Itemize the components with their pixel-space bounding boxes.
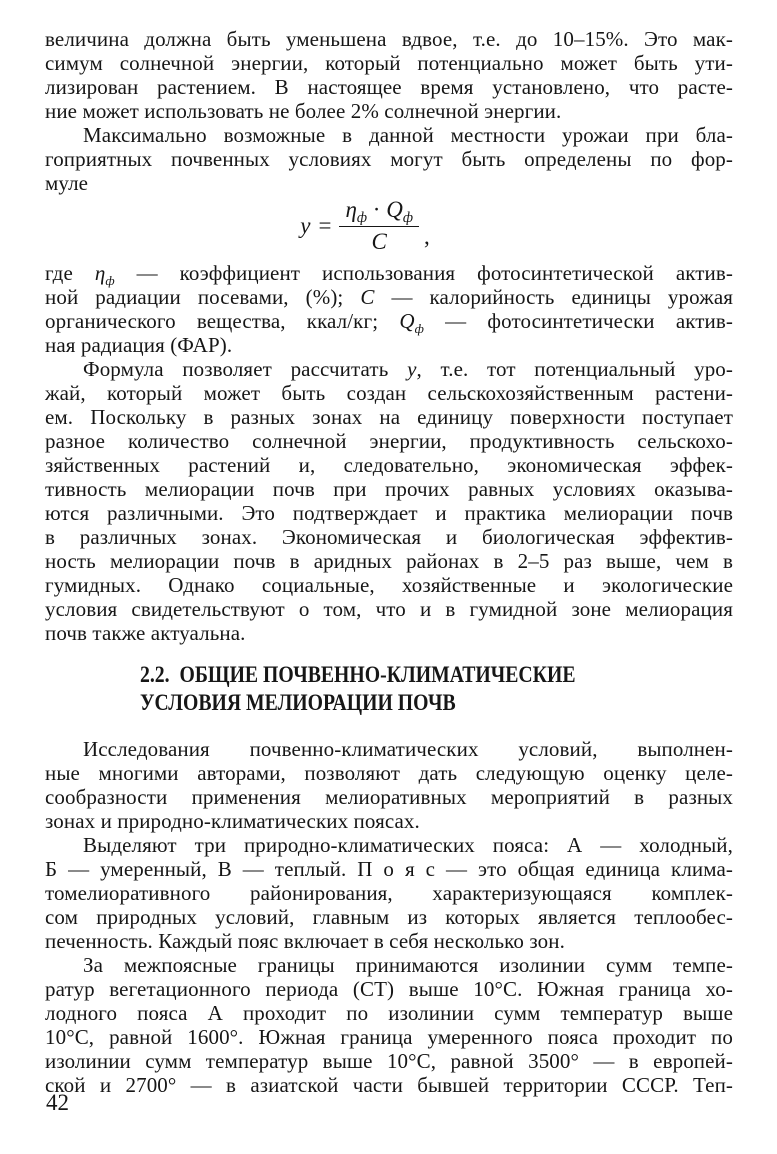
heading-line: УСЛОВИЯ МЕЛИОРАЦИИ ПОЧВ — [140, 689, 456, 716]
text-line: муле — [45, 171, 89, 195]
text-line: условия свидетельствуют о том, что и в гумидной зоне мелиорация — [45, 597, 733, 621]
formula-denominator: C — [371, 229, 387, 254]
formula-lhs: y — [300, 213, 311, 238]
paragraph — [45, 261, 733, 357]
text-line: Выделяют три природно-климатических пояса: А — холодный, — [83, 833, 733, 857]
text-line: ная радиация (ФАР). — [45, 333, 233, 357]
text-line: Максимально возможные в данной местности урожаи при бла- — [83, 123, 733, 147]
text-line: гоприятных почвенных условиях могут быть определены по фор- — [45, 147, 733, 171]
text-line: 10°С, равной 1600°. Южная граница умеренного пояса проходит по — [45, 1025, 733, 1049]
text-line: зяйственных растений и, следовательно, экономическая эффек- — [45, 453, 733, 477]
text-line: в различных зонах. Экономическая и биологическая эффектив- — [45, 525, 733, 549]
text-line: Исследования почвенно-климатических условий, выполнен- — [83, 737, 733, 761]
text-line: тивность мелиорации почв при прочих равных условиях оказыва- — [45, 477, 733, 501]
text-line: Б — умеренный, В — теплый. П о я с — это общая единица клима- — [45, 857, 733, 881]
text-line: ной радиации посевами, (%); С — калорийность единицы урожая — [45, 285, 733, 309]
paragraph — [45, 123, 733, 195]
text-line: величина должна быть уменьшена вдвое, т.е. до 10–15%. Это мак- — [45, 27, 733, 51]
formula — [21, 198, 709, 254]
page-text — [45, 27, 733, 1097]
paragraph — [45, 833, 733, 953]
text-line: изолинии сумм температур выше 10°С, равной 3500° — в европей- — [45, 1049, 733, 1073]
text-line: ность мелиорации почв в аридных районах в 2–5 раз выше, чем в — [45, 549, 733, 573]
text-line: лизирован растением. В настоящее время установлено, что расте- — [45, 75, 733, 99]
text-line: сом природных условий, главным из которых является теплообес- — [45, 905, 733, 929]
text-line: ской и 2700° — в азиатской части бывшей территории СССР. Теп- — [45, 1073, 733, 1097]
text-line: зонах и природно-климатических поясах. — [45, 809, 420, 833]
text-line: ем. Поскольку в разных зонах на единицу поверхности поступает — [45, 405, 733, 429]
paragraph — [45, 357, 733, 645]
text-line: где $\eta_ф$ — коэффициент использования фотосинтетической актив- — [45, 261, 733, 288]
text-line: жай, который может быть создан сельскохозяйственным растени- — [45, 381, 733, 405]
formula-equals-sign: = — [318, 213, 332, 238]
paragraph — [45, 737, 733, 833]
text-line: ратур вегетационного периода (СТ) выше 10°С. Южная граница хо- — [45, 977, 733, 1001]
page-number: 42 — [46, 1090, 69, 1115]
text-line: лодного пояса А проходит по изолинии сумм температур выше — [45, 1001, 733, 1025]
text-line: томелиоративного районирования, характеризующаяся комплек- — [45, 881, 733, 905]
formula-fraction — [339, 197, 418, 255]
paragraph — [45, 953, 733, 1097]
text-line: разное количество солнечной энергии, продуктивность сельскохо- — [45, 429, 733, 453]
text-line: ные многими авторами, позволяют дать следующую оценку целе- — [45, 761, 733, 785]
text-line: органического вещества, ккал/кг; $Q_ф$ — фотосинтетически актив- — [45, 309, 733, 336]
formula-numerator: $\eta_ф \cdot Q_ф$ — [339, 197, 418, 227]
text-line: сообразности применения мелиоративных мероприятий в разных — [45, 785, 733, 809]
heading-line: 2.2. ОБЩИЕ ПОЧВЕННО-КЛИМАТИЧЕСКИЕ — [140, 662, 576, 688]
text-line: За межпоясные границы принимаются изолинии сумм темпе- — [83, 953, 733, 977]
text-line: ются различными. Это подтверждает и практика мелиорации почв — [45, 501, 733, 525]
text-line: почв также актуальна. — [45, 621, 246, 645]
text-line: печенность. Каждый пояс включает в себя несколько зон. — [45, 929, 565, 953]
text-line: гумидных. Однако социальные, хозяйственные и экологические — [45, 573, 733, 597]
text-line: Формула позволяет рассчитать y, т.е. тот потенциальный уро- — [83, 357, 733, 381]
paragraph — [45, 27, 733, 123]
section-heading — [140, 662, 638, 717]
text-line: симум солнечной энергии, который потенциально может быть ути- — [45, 51, 733, 75]
formula-comma: , — [423, 224, 430, 249]
text-line: ние может использовать не более 2% солнечной энергии. — [45, 99, 562, 123]
